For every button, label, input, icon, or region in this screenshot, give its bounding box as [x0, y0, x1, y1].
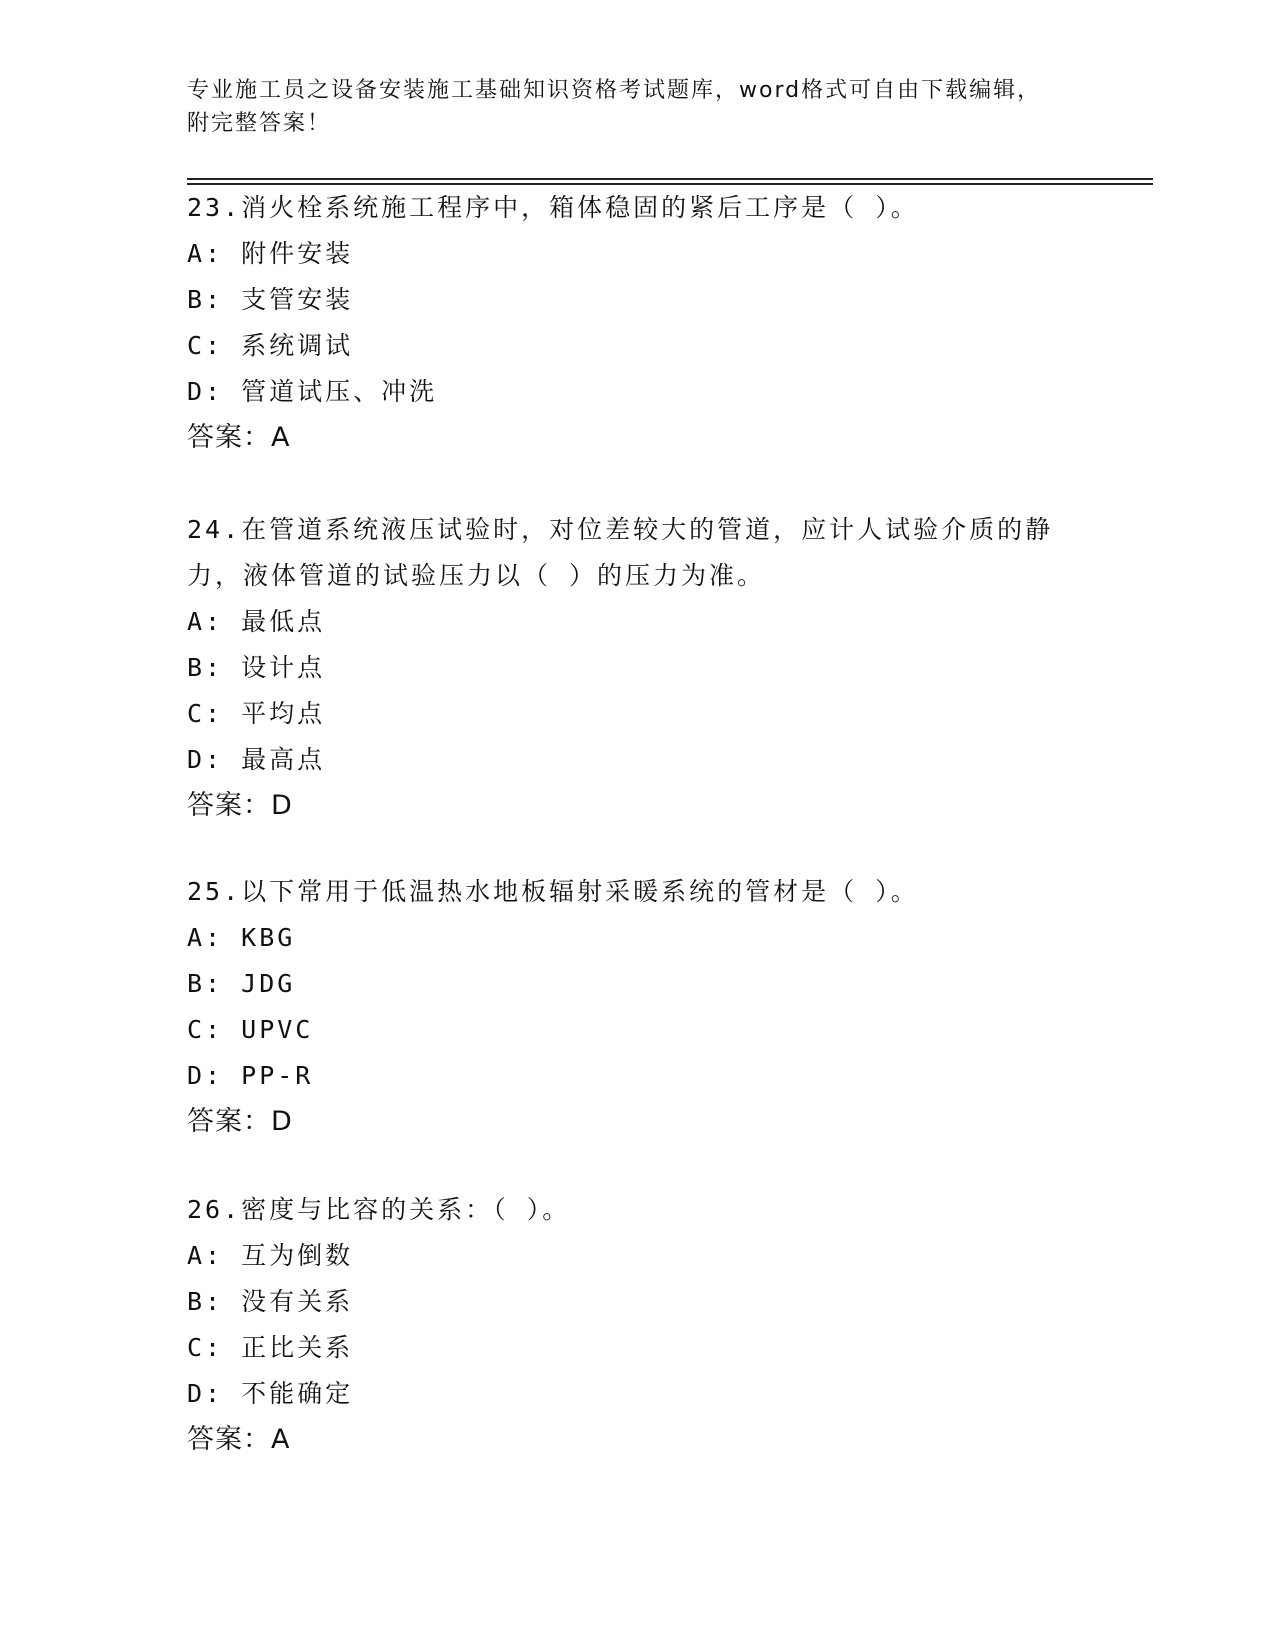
option-c: C: 正比关系 [187, 1333, 354, 1362]
answer-value: A [271, 422, 290, 453]
answer-line [187, 783, 1087, 829]
option-a: A: 互为倒数 [187, 1241, 354, 1270]
option-c: C: UPVC [187, 1015, 314, 1044]
option-d: D: 管道试压、冲洗 [187, 377, 438, 406]
option-a: A: 最低点 [187, 607, 326, 636]
header-line-1: 专业施工员之设备安装施工基础知识资格考试题库，word格式可自由下载编辑， [187, 78, 1042, 103]
header-line-2: 附完整答案！ [187, 111, 332, 136]
answer-value: D [271, 1106, 292, 1137]
question-25 [187, 869, 1087, 1145]
question-24 [187, 507, 1087, 829]
option-c: C: 系统调试 [187, 331, 354, 360]
option-b: B: 设计点 [187, 653, 326, 682]
option-a: A: 附件安装 [187, 239, 354, 268]
answer-label: 答案： [187, 422, 271, 453]
option-d: D: PP-R [187, 1061, 314, 1090]
answer-value: D [271, 790, 292, 821]
question-stem: 24.在管道系统液压试验时，对位差较大的管道，应计人试验介质的静 [187, 515, 1054, 544]
answer-line [187, 1099, 1087, 1145]
question-stem-continued: 力，液体管道的试验压力以（ ）的压力为准。 [187, 561, 766, 590]
question-26 [187, 1187, 1087, 1463]
option-a: A: KBG [187, 923, 296, 952]
answer-line [187, 1417, 1087, 1463]
answer-line [187, 415, 1087, 461]
answer-value: A [271, 1424, 290, 1455]
option-c: C: 平均点 [187, 699, 326, 728]
option-b: B: 没有关系 [187, 1287, 354, 1316]
option-b: B: 支管安装 [187, 285, 354, 314]
answer-label: 答案： [187, 790, 271, 821]
question-stem: 23.消火栓系统施工程序中，箱体稳固的紧后工序是（ ）。 [187, 193, 919, 222]
option-d: D: 不能确定 [187, 1379, 354, 1408]
option-d: D: 最高点 [187, 745, 326, 774]
document-header [187, 74, 1067, 140]
question-stem: 25.以下常用于低温热水地板辐射采暖系统的管材是（ ）。 [187, 877, 919, 906]
answer-label: 答案： [187, 1106, 271, 1137]
question-stem: 26.密度与比容的关系：（ ）。 [187, 1195, 571, 1224]
header-divider-top [187, 178, 1153, 180]
question-23 [187, 185, 1087, 461]
answer-label: 答案： [187, 1424, 271, 1455]
option-b: B: JDG [187, 969, 296, 998]
